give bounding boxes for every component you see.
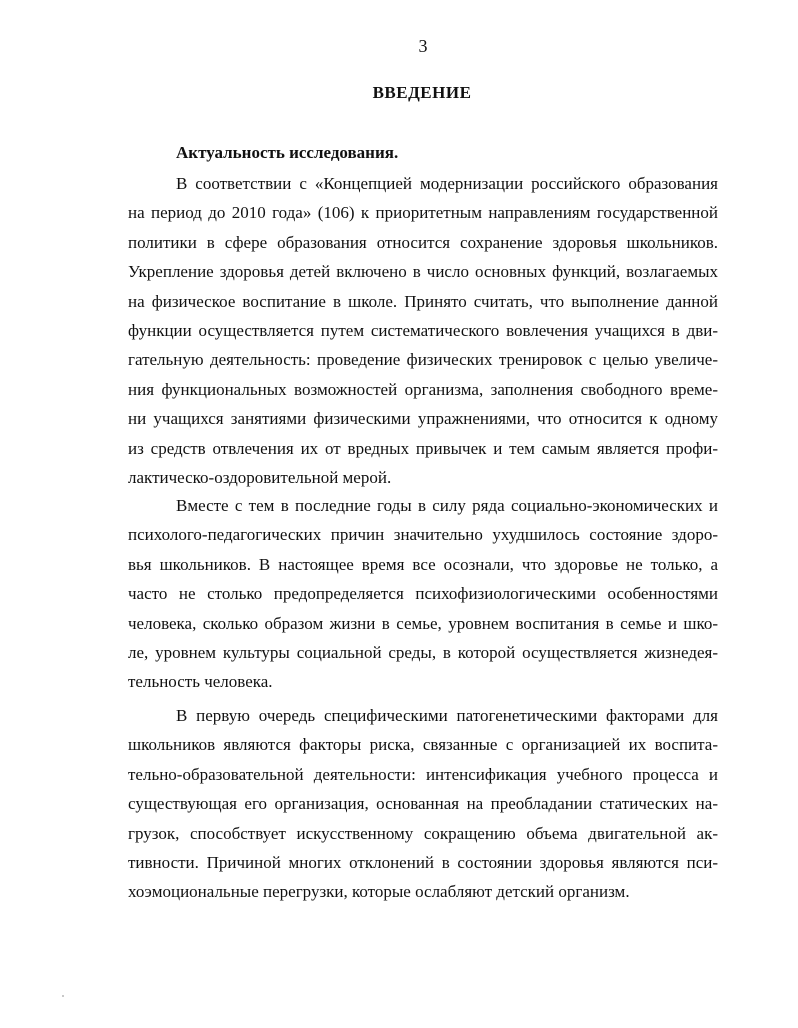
text-line: тивности. Причиной многих отклонений в состоянии здоровья являются пси- bbox=[128, 852, 718, 872]
text-line: В соответствии с «Концепцией модернизации российского образования bbox=[176, 174, 718, 193]
text-line: Укрепление здоровья детей включено в число основных функций, возлагаемых bbox=[128, 262, 718, 282]
text-line: политики в сфере образования относится сохранение здоровья школьников. bbox=[128, 232, 718, 252]
text-line: на период до 2010 года» (106) к приоритетным направлениям государственной bbox=[128, 203, 718, 223]
text-line: вья школьников. В настоящее время все осознали, что здоровье не только, а bbox=[128, 554, 718, 574]
subsection-heading: Актуальность исследования. bbox=[176, 143, 399, 162]
text-line: на физическое воспитание в школе. Принято считать, что выполнение данной bbox=[128, 291, 718, 311]
paragraph-3 bbox=[128, 701, 718, 907]
text-line: тельность человека. bbox=[128, 672, 273, 692]
text-line: школьников являются факторы риска, связанные с организацией их воспита- bbox=[128, 735, 718, 755]
paragraph-2 bbox=[128, 491, 718, 697]
text-line: ни учащихся занятиями физическими упражнениями, что относится к одному bbox=[128, 409, 718, 429]
text-line: ле, уровнем культуры социальной среды, в которой осуществляется жизнедея- bbox=[128, 642, 718, 662]
text-line: существующая его организация, основанная на преобладании статических на- bbox=[128, 794, 718, 814]
paragraph-1 bbox=[128, 169, 718, 492]
text-line: хоэмоциональные перегрузки, которые ослабляют детский организм. bbox=[128, 882, 630, 902]
text-line: грузок, способствует искусственному сокращению объема двигательной ак- bbox=[128, 823, 718, 843]
page-number: 3 bbox=[418, 36, 428, 56]
scan-artifact bbox=[62, 995, 64, 997]
text-line: тельно-образовательной деятельности: интенсификация учебного процесса и bbox=[128, 764, 718, 784]
text-line: человека, сколько образом жизни в семье, уровнем воспитания в семье и шко- bbox=[128, 613, 718, 633]
text-line: часто не столько предопределяется психофизиологическими особенностями bbox=[128, 584, 718, 604]
text-line: Вместе с тем в последние годы в силу ряда социально-экономических и bbox=[176, 496, 718, 515]
text-line: функции осуществляется путем систематического вовлечения учащихся в дви- bbox=[128, 320, 718, 340]
text-line: гательную деятельность: проведение физических тренировок с целью увеличе- bbox=[128, 350, 718, 370]
text-line: лактическо-оздоровительной мерой. bbox=[128, 467, 392, 487]
section-heading: ВВЕДЕНИЕ bbox=[372, 83, 472, 102]
text-line: ния функциональных возможностей организма, заполнения свободного време- bbox=[128, 379, 718, 399]
text-line: В первую очередь специфическими патогенетическими факторами для bbox=[176, 706, 718, 725]
text-line: психолого-педагогических причин значительно ухудшилось состояние здоро- bbox=[128, 525, 718, 545]
text-line: из средств отвлечения их от вредных привычек и тем самым является профи- bbox=[128, 438, 718, 458]
